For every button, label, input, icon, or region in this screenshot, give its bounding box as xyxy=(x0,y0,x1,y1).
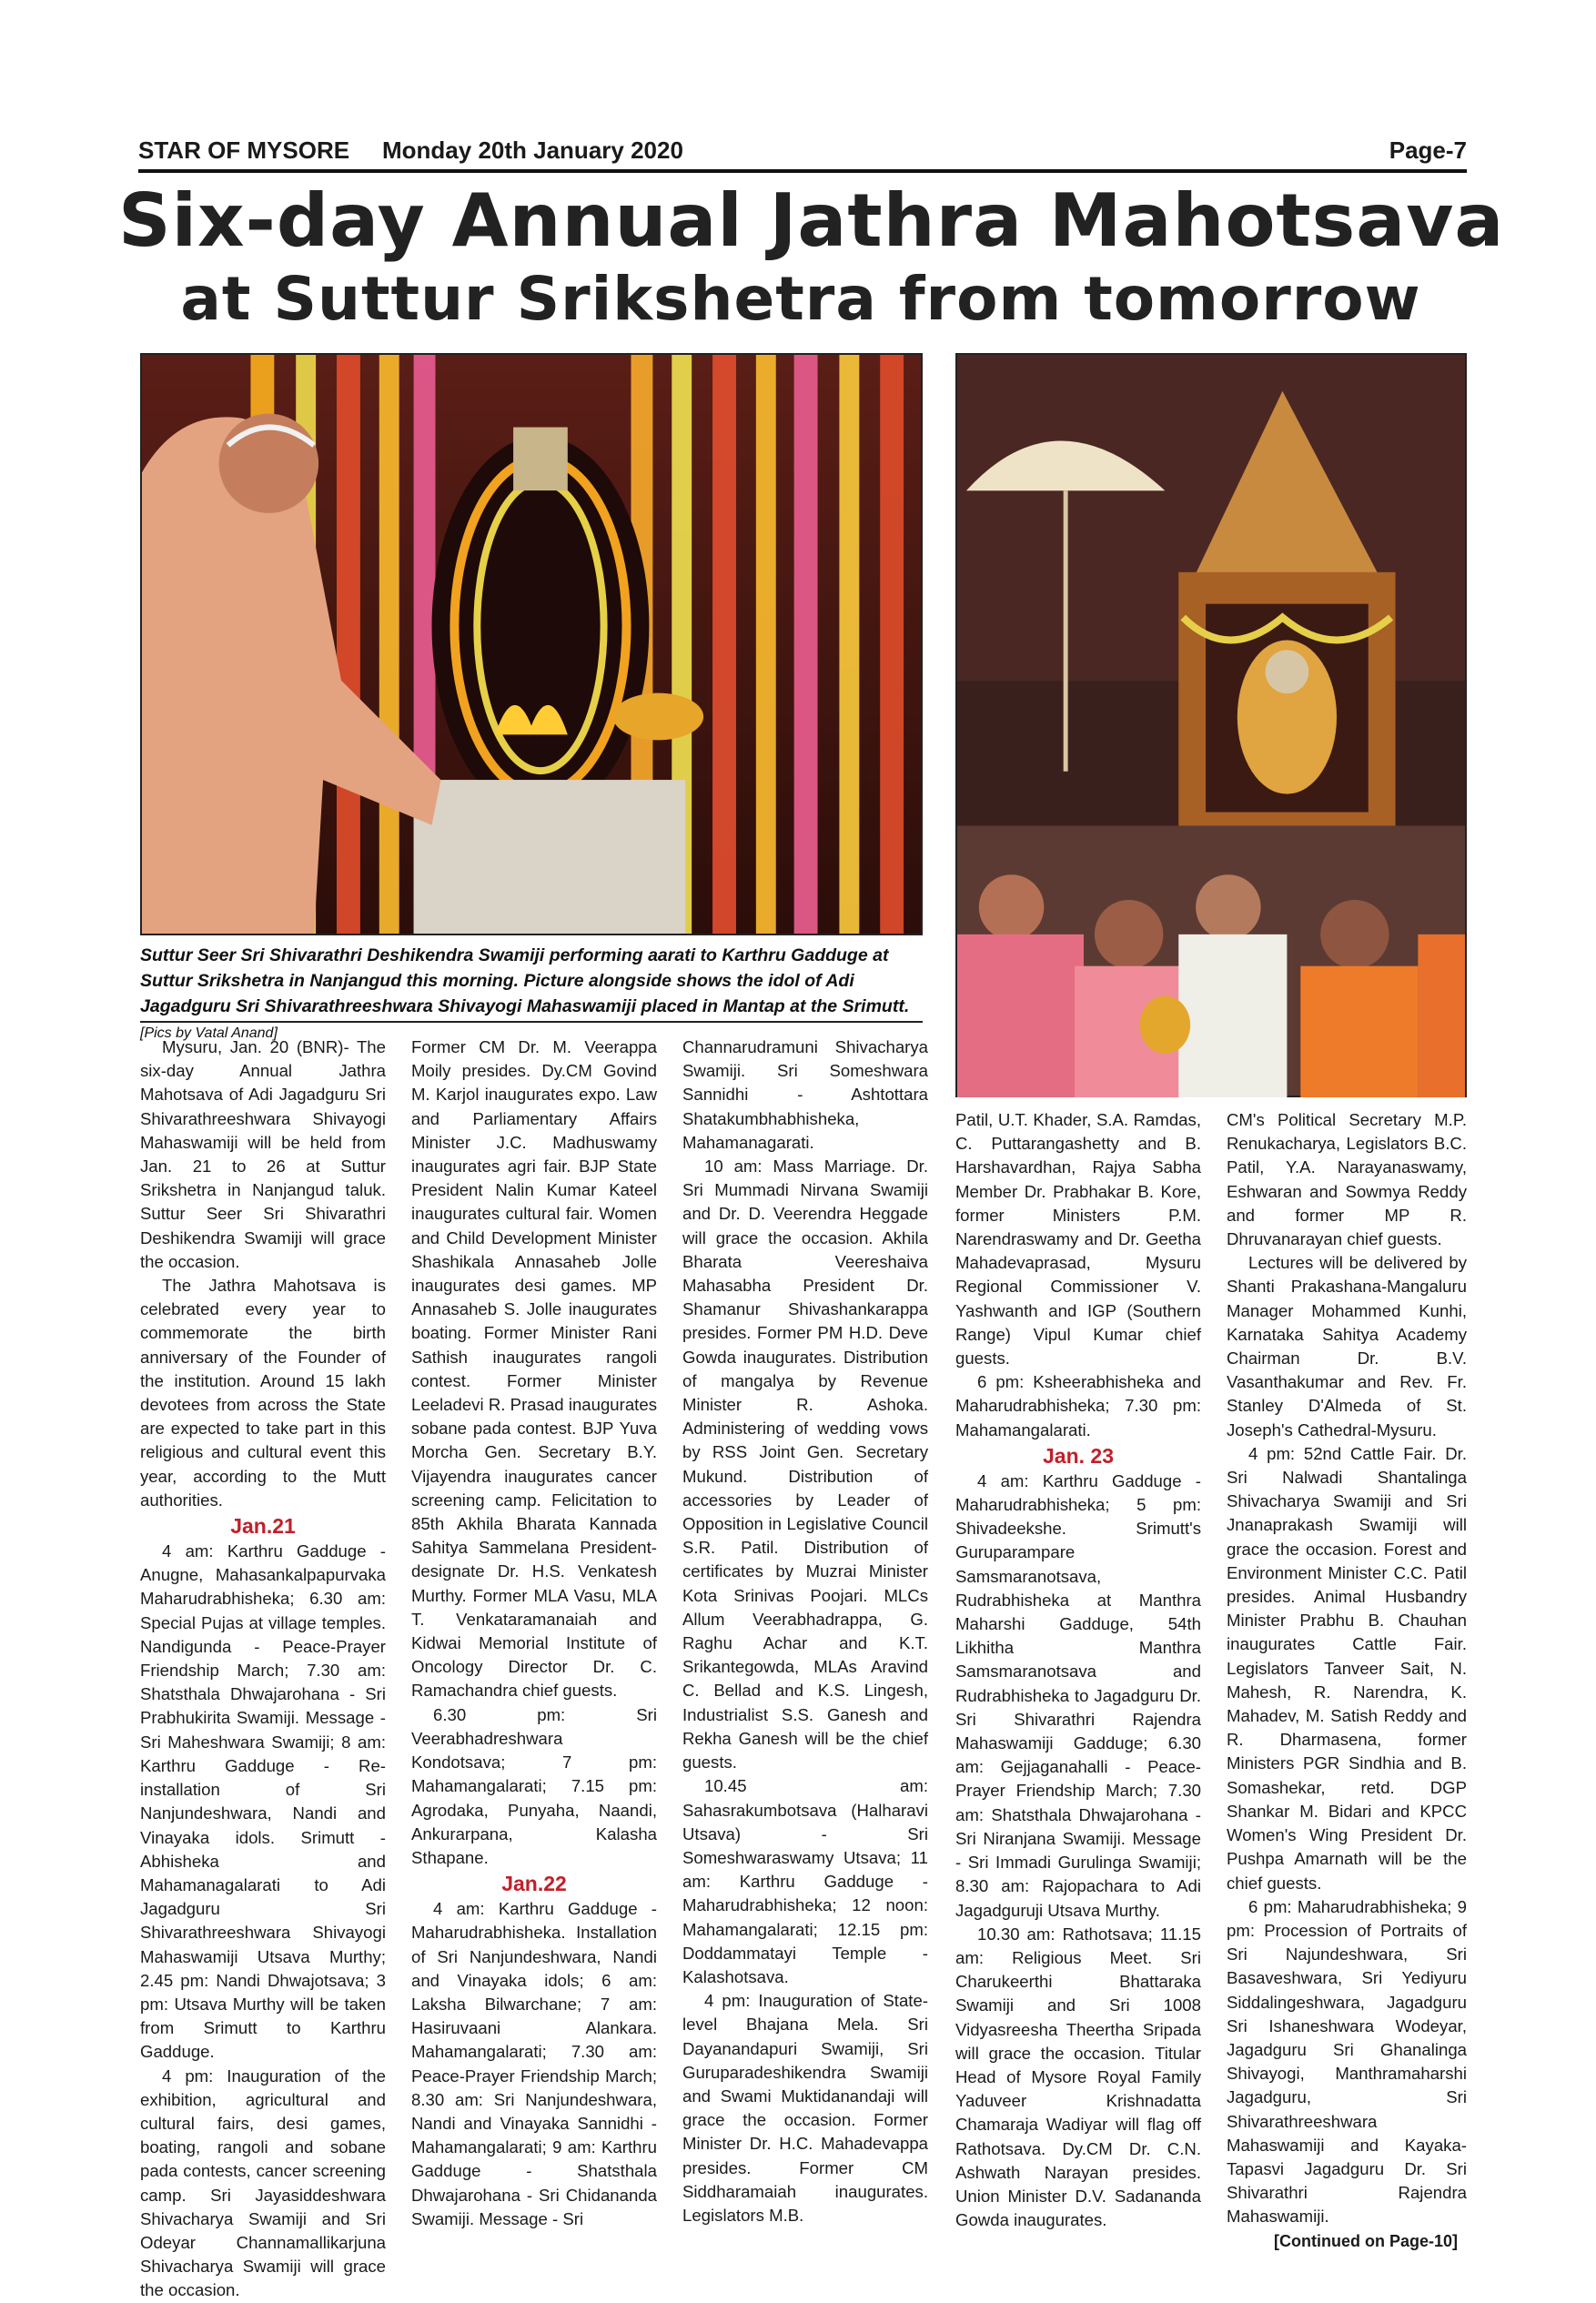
article-column-2 xyxy=(411,1035,657,2231)
article-paragraph: 10 am: Mass Marriage. Dr. Sri Mummadi Nirvana Swamiji and Dr. D. Veerendra Heggade will grace the occasion. Akhila Bharata Veereshaiva Mahasabha President Dr. Shamanur Shivashankarappa presides. Former PM H.D. Deve Gowda inaugurates. Distribution of mangalya by Revenue Minister R. Ashoka. Administering of wedding vows by RSS Joint Gen. Secretary Mukund. Distribution of accessories by Leader of Opposition in Legislative Council S.R. Patil. Distribution of certificates by Muzrai Minister Kota Srinivas Poojari. MLCs Allum Veerabhadrappa, G. Raghu Achar and K.T. Srikantegowda, MLAs Aravind C. Bellad and K.S. Lingesh, Industrialist S.S. Ganesh and Rekha Ganesh will be the chief guests. xyxy=(682,1157,928,1773)
article-paragraph: 4 pm: Inauguration of the exhibition, agricultural and cultural fairs, desi games, boating, rangoli and sobane pada contests, cancer screening camp. Sri Jayasiddeshwara Shivacharya Swamiji and Sri Odeyar Channamallikarjuna Shivacharya Swamiji will grace the occasion. xyxy=(140,2066,386,2300)
masthead-rule xyxy=(138,169,1467,173)
photo-idol-illustration xyxy=(957,355,1465,1096)
article-paragraph: Mysuru, Jan. 20 (BNR)- The six-day Annual Jathra Mahotsava of Adi Jagadguru Sri Shivarathreeshwara Shivayogi Mahaswamiji will be held from Jan. 21 to 26 at Suttur Srikshetra in Nanjangud taluk. Suttur Seer Sri Shivarathri Deshikendra Swamiji will grace the occasion. xyxy=(140,1037,386,1271)
article-paragraph: Channarudramuni Shivacharya Swamiji. Sri Someshwara Sannidhi - Ashtottara Shatakumbhabhisheka, Mahamanagarati. xyxy=(682,1037,928,1152)
article-paragraph: 4 pm: Inauguration of State-level Bhajana Mela. Sri Dayanandapuri Swamiji, Sri Guruparadeshikendra Swamiji and Swami Muktidanandaji will grace the occasion. Former Minister Dr. H.C. Mahadevappa presides. Former CM Siddharamaiah inaugurates. Legislators M.B. xyxy=(682,1991,928,2225)
masthead xyxy=(138,136,1467,171)
article-paragraph: The Jathra Mahotsava is celebrated every year to commemorate the birth anniversary of the Founder of the institution. Around 15 lakh devotees from across the State are expected to take part in this religious and cultural event this year, according to the Mutt authorities. xyxy=(140,1276,386,1510)
headline-line-1: Six-day Annual Jathra Mahotsava xyxy=(118,178,1505,263)
issue-date: Monday 20th January 2020 xyxy=(382,136,683,164)
article-paragraph: 6.30 pm: Sri Veerabhadreshwara Kondotsava; 7 pm: Mahamangalarati; 7.15 pm: Agrodaka, Punyaha, Naandi, Ankurarpana, Kalasha Sthapane. xyxy=(411,1704,657,1867)
paper-name: STAR OF MYSORE xyxy=(138,136,350,164)
article-paragraph: CM's Political Secretary M.P. Renukacharya, Legislators B.C. Patil, Y.A. Narayanaswamy, Eshwaran and Sowmya Reddy and former MP R. Dhruvanarayan chief guests. xyxy=(1227,1110,1467,1249)
article-paragraph: 10.30 am: Rathotsava; 11.15 am: Religious Meet. Sri Charukeerthi Bhattaraka Swamiji and Sri 1008 Vidyasreesha Theertha Sripada will grace the occasion. Titular Head of Mysore Royal Family Yaduveer Krishnadatta Chamaraja Wadiyar will flag off Rathotsava. Dy.CM Dr. C.N. Ashwath Narayan presides. Union Minister D.V. Sadananda Gowda inaugurates. xyxy=(955,1924,1201,2230)
date-heading-jan21: Jan.21 xyxy=(230,1514,296,1539)
article-column-5 xyxy=(1227,1108,1467,2253)
date-heading-jan23: Jan. 23 xyxy=(1043,1443,1114,1468)
article-paragraph: Patil, U.T. Khader, S.A. Ramdas, C. Puttarangashetty and B. Harshavardhan, Rajya Sabha Member Dr. Prabhakar B. Kore, former Ministers P.M. Narendraswamy and Dr. Geetha Mahadevaprasad, Mysuru Regional Commissioner V. Yashwanth and IGP (Southern Range) Vipul Kumar chief guests. xyxy=(955,1110,1201,1369)
date-heading-jan22: Jan.22 xyxy=(501,1872,567,1896)
article-column-3 xyxy=(682,1035,928,2227)
article-paragraph: Former CM Dr. M. Veerappa Moily presides. Dy.CM Govind M. Karjol inaugurates expo. Law and Parliamentary Affairs Minister J.C. Madhuswamy inaugurates agri fair. BJP State President Nalin Kumar Kateel inaugurates cultural fair. Women and Child Development Minister Shashikala Annasaheb Jolle inaugurates desi games. MP Annasaheb S. Jolle inaugurates boating. Former Minister Rani Sathish inaugurates rangoli contest. Former Minister Leeladevi R. Prasad inaugurates sobane pada contest. BJP Yuva Morcha Gen. Secretary B.Y. Vijayendra inaugurates cancer screening camp. Felicitation to 85th Akhila Bharata Kannada Sahitya Sammelana President-designate Dr. H.S. Venkatesh Murthy. Former MLA Vasu, MLA T. Venkataramanaiah and Kidwai Memorial Institute of Oncology Director Dr. C. Ramachandra chief guests. xyxy=(411,1037,657,1701)
article-paragraph: 6 pm: Maharudrabhisheka; 9 pm: Procession of Portraits of Sri Najundeshwara, Sri Basaveshwara, Sri Yediyuru Siddalingeshwara, Jagadguru Sri Ishaneshwara Wodeyar, Jagadguru Sri Ghanalinga Shivayogi, Manthramaharshi Jagadguru, Sri Shivarathreeshwara Mahaswamiji and Kayaka-Tapasvi Jagadguru Dr. Sri Shivarathri Rajendra Mahaswamiji. xyxy=(1227,1896,1467,2227)
continued-link[interactable]: [Continued on Page-10] xyxy=(1274,2231,1458,2250)
caption-rule xyxy=(140,1021,923,1023)
headline-line-2: at Suttur Srikshetra from tomorrow xyxy=(180,264,1421,334)
article-paragraph: Lectures will be delivered by Shanti Prakashana-Mangaluru Manager Mohammed Kunhi, Karnataka Sahitya Academy Chairman Dr. B.V. Vasanthakumar and Rev. Fr. Stanley D'Almeda of St. Joseph's Cathedral-Mysuru. xyxy=(1227,1253,1467,1439)
page-number: Page-7 xyxy=(1389,136,1467,164)
article-column-4 xyxy=(955,1108,1201,2232)
article-paragraph: 10.45 am: Sahasrakumbotsava (Halharavi Utsava) - Sri Someshwaraswamy Utsava; 11 am: Karthru Gadduge - Maharudrabhisheka; 12 noon: Mahamangalarati; 12.15 pm: Doddammatayi Temple - Kalashotsava. xyxy=(682,1776,928,1986)
article-paragraph: 4 am: Karthru Gadduge - Maharudrabhisheka; 5 pm: Shivadeekshe. Srimutt's Guruparampare Samsmaranotsava, Rudrabhisheka at Manthra Maharshi Gadduge, 54th Likhitha Manthra Samsmaranotsava and Rudrabhisheka to Jagadguru Dr. Sri Shivarathri Rajendra Mahaswamiji Gadduge; 6.30 am: Gejjaganahalli - Peace-Prayer Friendship March; 7.30 am: Shatsthala Dhwajarohana - Sri Niranjana Swamiji. Message - Sri Immadi Gurulinga Swamiji; 8.30 am: Rajopachara to Adi Jagadguruji Utsava Murthy. xyxy=(955,1470,1201,1920)
article-paragraph: 4 am: Karthru Gadduge - Maharudrabhisheka. Installation of Sri Nanjundeshwara, Nandi and Vinayaka idols; 6 am: Laksha Bilwarchane; 7 am: Hasiruvaani Alankara. Mahamangalarati; 7.30 am: Peace-Prayer Friendship March; 8.30 am: Sri Nanjundeshwara, Nandi and Vinayaka Sannidhi - Mahamangalarati; 9 am: Karthru Gadduge - Shatsthala Dhwajarohana - Sri Chidananda Swamiji. Message - Sri xyxy=(411,1899,657,2228)
photo-aarati-illustration xyxy=(142,355,921,934)
article-paragraph: 4 am: Karthru Gadduge - Anugne, Mahasankalpapurvaka Maharudrabhisheka; 6.30 am: Special Pujas at village temples. Nandigunda - Peace-Prayer Friendship March; 7.30 am: Shatsthala Dhwajarohana - Sri Prabhukirita Swamiji. Message - Sri Maheshwara Swamiji; 8 am: Karthru Gadduge - Re-installation of Sri Nanjundeshwara, Nandi and Vinayaka idols. Srimutt - Abhisheka and Mahamanagalarati to Adi Jagadguru Sri Shivarathreeshwara Shivayogi Mahaswamiji Utsava Murthy; 2.45 pm: Nandi Dhwajotsava; 3 pm: Utsava Murthy will be taken from Srimutt to Karthru Gadduge. xyxy=(140,1541,386,2062)
article-paragraph: 4 pm: 52nd Cattle Fair. Dr. Sri Nalwadi Shantalinga Shivacharya Swamiji and Sri Jnanaprakash Swamiji will grace the occasion. Forest and Environment Minister C.C. Patil presides. Animal Husbandry Minister Prabhu B. Chauhan inaugurates Cattle Fair. Legislators Tanveer Sait, N. Mahesh, R. Narendra, K. Mahadev, M. Satish Reddy and R. Dharmasena, former Ministers PGR Sindhia and B. Somashekar, retd. DGP Shankar M. Bidari and KPCC Women's Wing President Dr. Pushpa Amarnath will be the chief guests. xyxy=(1227,1443,1467,1893)
photo-idol-mantap xyxy=(955,353,1467,1097)
photo-caption xyxy=(140,943,923,1046)
article-column-1 xyxy=(140,1035,386,2303)
article-paragraph: 6 pm: Ksheerabhisheka and Maharudrabhisheka; 7.30 pm: Mahamangalarati. xyxy=(955,1372,1201,1439)
photo-aarati xyxy=(140,353,923,935)
photo-credit: [Pics by Vatal Anand] xyxy=(140,1025,278,1041)
caption-text: Suttur Seer Sri Shivarathri Deshikendra Swamiji performing aarati to Karthru Gadduge at Suttur Srikshetra in Nanjangud this morning. Picture alongside shows the idol of Adi Jagadguru Sri Shivarathreeshwara Shivayogi Mahaswamiji placed in Mantap at the Srimutt. xyxy=(140,945,910,1016)
